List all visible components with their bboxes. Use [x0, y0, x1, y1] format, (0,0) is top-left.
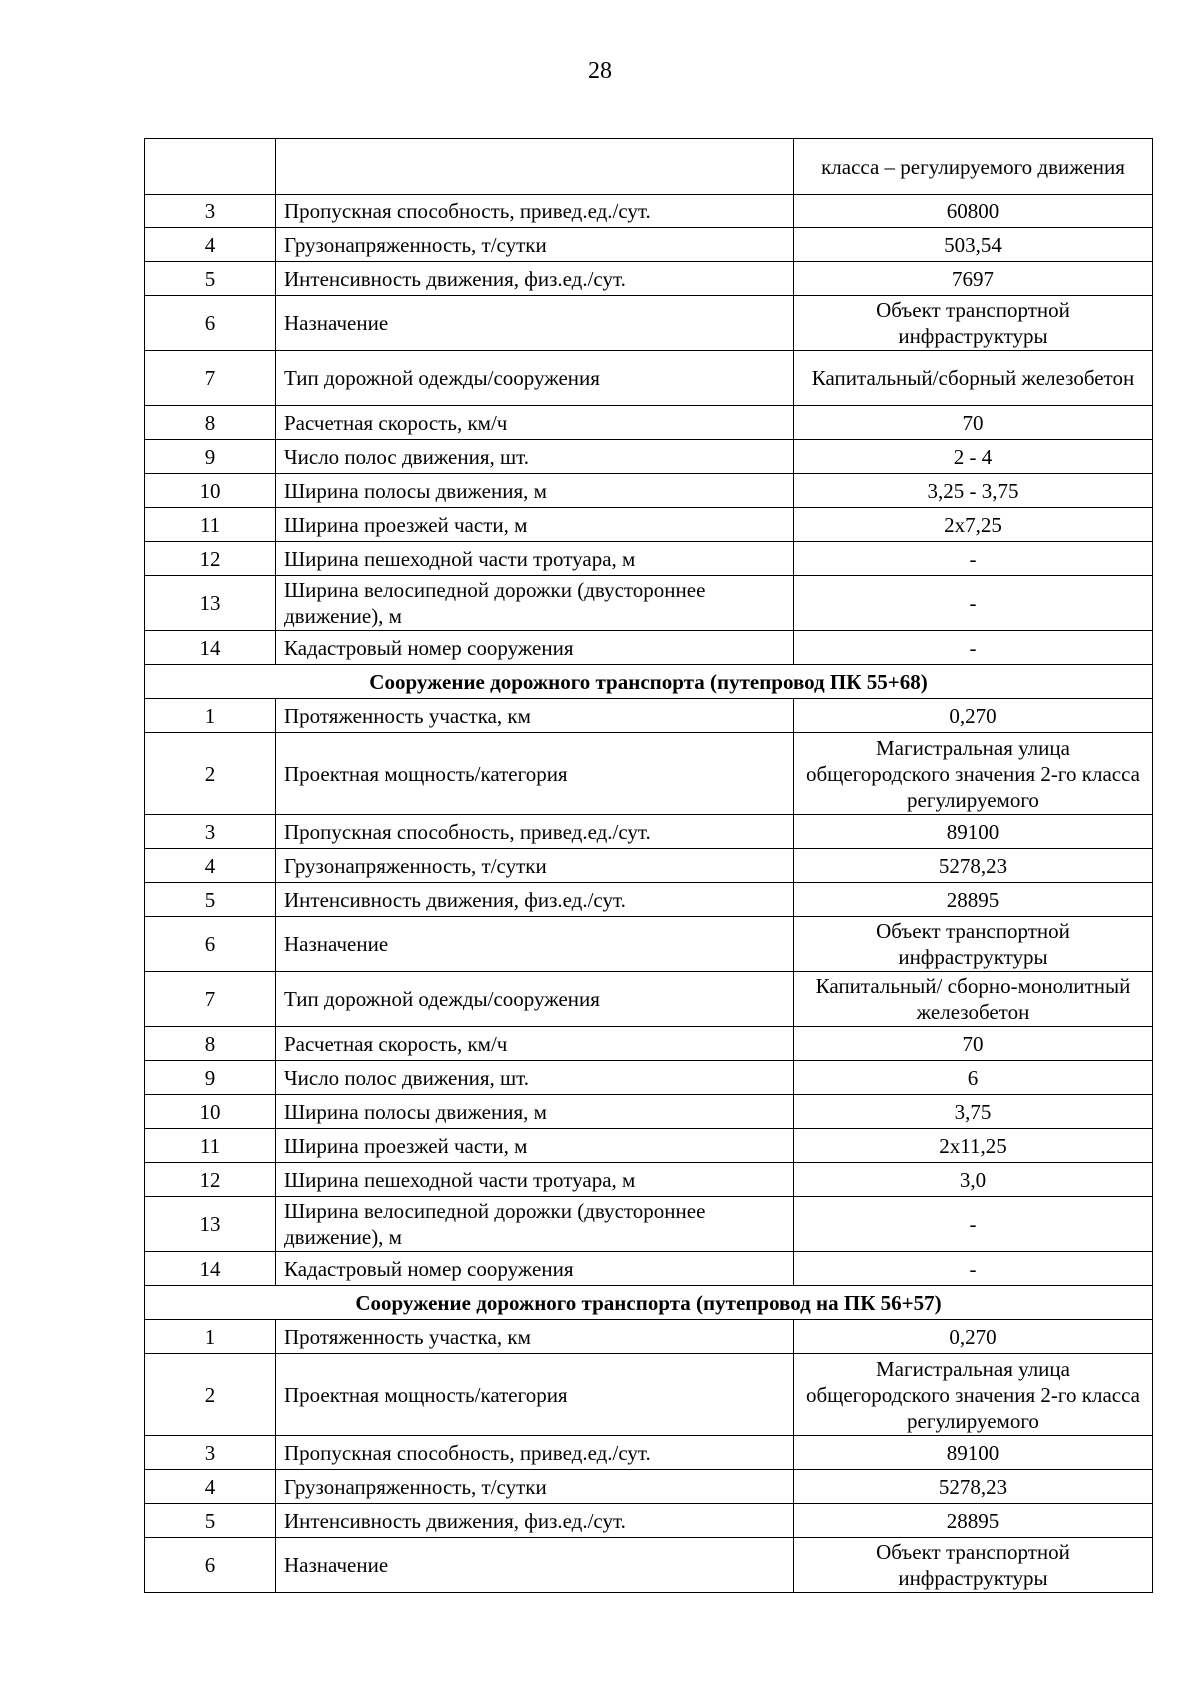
row-number: 6: [145, 1538, 276, 1593]
table-row: [145, 1538, 1153, 1593]
parameter-name: Интенсивность движения, физ.ед./сут.: [276, 883, 794, 917]
parameter-value: Объект транспортной инфраструктуры: [794, 1538, 1153, 1593]
parameter-value: 89100: [794, 1436, 1153, 1470]
page-number: 28: [588, 58, 612, 84]
parameter-value: Объект транспортной инфраструктуры: [794, 917, 1153, 972]
table-row: [145, 1061, 1153, 1095]
parameter-name: Кадастровый номер сооружения: [276, 631, 794, 665]
section-header-row: [145, 665, 1153, 699]
table-row: [145, 195, 1153, 228]
table-row: [145, 406, 1153, 440]
parameter-value: 7697: [794, 262, 1153, 296]
parameter-name: Грузонапряженность, т/сутки: [276, 849, 794, 883]
parameter-value: 28895: [794, 1504, 1153, 1538]
parameter-value: 60800: [794, 195, 1153, 228]
table-row: [145, 1436, 1153, 1470]
parameter-value: 0,270: [794, 1320, 1153, 1354]
parameter-value: 0,270: [794, 699, 1153, 733]
parameter-value: 2х7,25: [794, 508, 1153, 542]
table-row: [145, 262, 1153, 296]
row-number: 4: [145, 228, 276, 262]
table-row: [145, 474, 1153, 508]
row-number: 3: [145, 1436, 276, 1470]
parameter-name: Интенсивность движения, физ.ед./сут.: [276, 262, 794, 296]
table-body: [145, 139, 1153, 1593]
row-number: 11: [145, 508, 276, 542]
parameter-name: Грузонапряженность, т/сутки: [276, 1470, 794, 1504]
parameter-name: Ширина проезжей части, м: [276, 508, 794, 542]
row-number: 4: [145, 1470, 276, 1504]
table-row: [145, 576, 1153, 631]
row-number: 8: [145, 406, 276, 440]
parameter-value: 70: [794, 406, 1153, 440]
row-number: 9: [145, 1061, 276, 1095]
row-number: 3: [145, 195, 276, 228]
row-number: 11: [145, 1129, 276, 1163]
parameter-name: Интенсивность движения, физ.ед./сут.: [276, 1504, 794, 1538]
parameter-value: -: [794, 576, 1153, 631]
table-row: [145, 1095, 1153, 1129]
parameter-name: Расчетная скорость, км/ч: [276, 406, 794, 440]
parameter-name: Тип дорожной одежды/сооружения: [276, 351, 794, 406]
row-number: 13: [145, 576, 276, 631]
parameter-value: 89100: [794, 815, 1153, 849]
parameter-name: Ширина полосы движения, м: [276, 474, 794, 508]
table-row: [145, 917, 1153, 972]
table-row: [145, 508, 1153, 542]
row-number: 2: [145, 1354, 276, 1436]
table-row: [145, 1163, 1153, 1197]
row-number: 13: [145, 1197, 276, 1252]
table-row: [145, 1504, 1153, 1538]
table-row: [145, 849, 1153, 883]
parameter-value: Капитальный/ сборно-монолитный железобетон: [794, 972, 1153, 1027]
parameter-name: Ширина проезжей части, м: [276, 1129, 794, 1163]
parameter-name: [276, 139, 794, 195]
table-row: [145, 1252, 1153, 1286]
row-number: 5: [145, 262, 276, 296]
row-number: 9: [145, 440, 276, 474]
parameter-value: Объект транспортной инфраструктуры: [794, 296, 1153, 351]
row-number: 12: [145, 1163, 276, 1197]
parameter-name: Протяженность участка, км: [276, 1320, 794, 1354]
table-row: [145, 1320, 1153, 1354]
row-number: 3: [145, 815, 276, 849]
parameter-name: Пропускная способность, привед.ед./сут.: [276, 1436, 794, 1470]
parameter-value: 5278,23: [794, 849, 1153, 883]
parameter-name: Назначение: [276, 296, 794, 351]
table-row: [145, 631, 1153, 665]
table-row: [145, 1197, 1153, 1252]
table-row: [145, 139, 1153, 195]
table-row: [145, 1129, 1153, 1163]
parameter-value: 3,0: [794, 1163, 1153, 1197]
row-number: 4: [145, 849, 276, 883]
table-row: [145, 351, 1153, 406]
section-title: Сооружение дорожного транспорта (путепровод ПК 55+68): [145, 665, 1153, 699]
table-row: [145, 228, 1153, 262]
row-number: 10: [145, 474, 276, 508]
parameter-value: 2 - 4: [794, 440, 1153, 474]
table-row: [145, 542, 1153, 576]
parameter-name: Проектная мощность/категория: [276, 733, 794, 815]
row-number: 7: [145, 972, 276, 1027]
row-number: 6: [145, 917, 276, 972]
row-number: [145, 139, 276, 195]
section-header-row: [145, 1286, 1153, 1320]
parameter-name: Ширина велосипедной дорожки (двустороннее движение), м: [276, 1197, 794, 1252]
parameter-value: -: [794, 1197, 1153, 1252]
row-number: 1: [145, 1320, 276, 1354]
parameter-value: 3,25 - 3,75: [794, 474, 1153, 508]
parameter-name: Кадастровый номер сооружения: [276, 1252, 794, 1286]
row-number: 1: [145, 699, 276, 733]
parameter-value: -: [794, 542, 1153, 576]
table-row: [145, 440, 1153, 474]
row-number: 5: [145, 1504, 276, 1538]
parameter-name: Ширина полосы движения, м: [276, 1095, 794, 1129]
parameter-value: 5278,23: [794, 1470, 1153, 1504]
table-row: [145, 733, 1153, 815]
parameter-value: 503,54: [794, 228, 1153, 262]
parameter-name: Число полос движения, шт.: [276, 1061, 794, 1095]
table-row: [145, 883, 1153, 917]
parameter-value: 28895: [794, 883, 1153, 917]
parameter-name: Тип дорожной одежды/сооружения: [276, 972, 794, 1027]
row-number: 5: [145, 883, 276, 917]
section-title: Сооружение дорожного транспорта (путепровод на ПК 56+57): [145, 1286, 1153, 1320]
table-row: [145, 1027, 1153, 1061]
table-row: [145, 972, 1153, 1027]
parameter-name: Ширина пешеходной части тротуара, м: [276, 1163, 794, 1197]
parameter-name: Ширина велосипедной дорожки (двустороннее движение), м: [276, 576, 794, 631]
parameter-value: Магистральная улица общегородского значения 2-го класса регулируемого: [794, 733, 1153, 815]
parameter-value: 6: [794, 1061, 1153, 1095]
row-number: 10: [145, 1095, 276, 1129]
parameter-value: 3,75: [794, 1095, 1153, 1129]
row-number: 8: [145, 1027, 276, 1061]
parameter-value: -: [794, 631, 1153, 665]
row-number: 12: [145, 542, 276, 576]
parameter-name: Грузонапряженность, т/сутки: [276, 228, 794, 262]
parameter-name: Проектная мощность/категория: [276, 1354, 794, 1436]
table-row: [145, 699, 1153, 733]
parameter-name: Ширина пешеходной части тротуара, м: [276, 542, 794, 576]
parameter-name: Назначение: [276, 1538, 794, 1593]
row-number: 7: [145, 351, 276, 406]
row-number: 14: [145, 631, 276, 665]
table-row: [145, 296, 1153, 351]
table-row: [145, 1470, 1153, 1504]
parameters-table: [144, 138, 1153, 1593]
parameter-name: Пропускная способность, привед.ед./сут.: [276, 815, 794, 849]
parameter-value: 70: [794, 1027, 1153, 1061]
parameter-value: 2х11,25: [794, 1129, 1153, 1163]
parameter-name: Число полос движения, шт.: [276, 440, 794, 474]
parameter-name: Протяженность участка, км: [276, 699, 794, 733]
parameter-value: Капитальный/сборный железобетон: [794, 351, 1153, 406]
row-number: 2: [145, 733, 276, 815]
table-row: [145, 1354, 1153, 1436]
table-row: [145, 815, 1153, 849]
parameter-name: Расчетная скорость, км/ч: [276, 1027, 794, 1061]
parameter-value: -: [794, 1252, 1153, 1286]
parameter-value: класса – регулируемого движения: [794, 139, 1153, 195]
row-number: 6: [145, 296, 276, 351]
parameter-value: Магистральная улица общегородского значения 2-го класса регулируемого: [794, 1354, 1153, 1436]
row-number: 14: [145, 1252, 276, 1286]
parameter-name: Пропускная способность, привед.ед./сут.: [276, 195, 794, 228]
parameter-name: Назначение: [276, 917, 794, 972]
